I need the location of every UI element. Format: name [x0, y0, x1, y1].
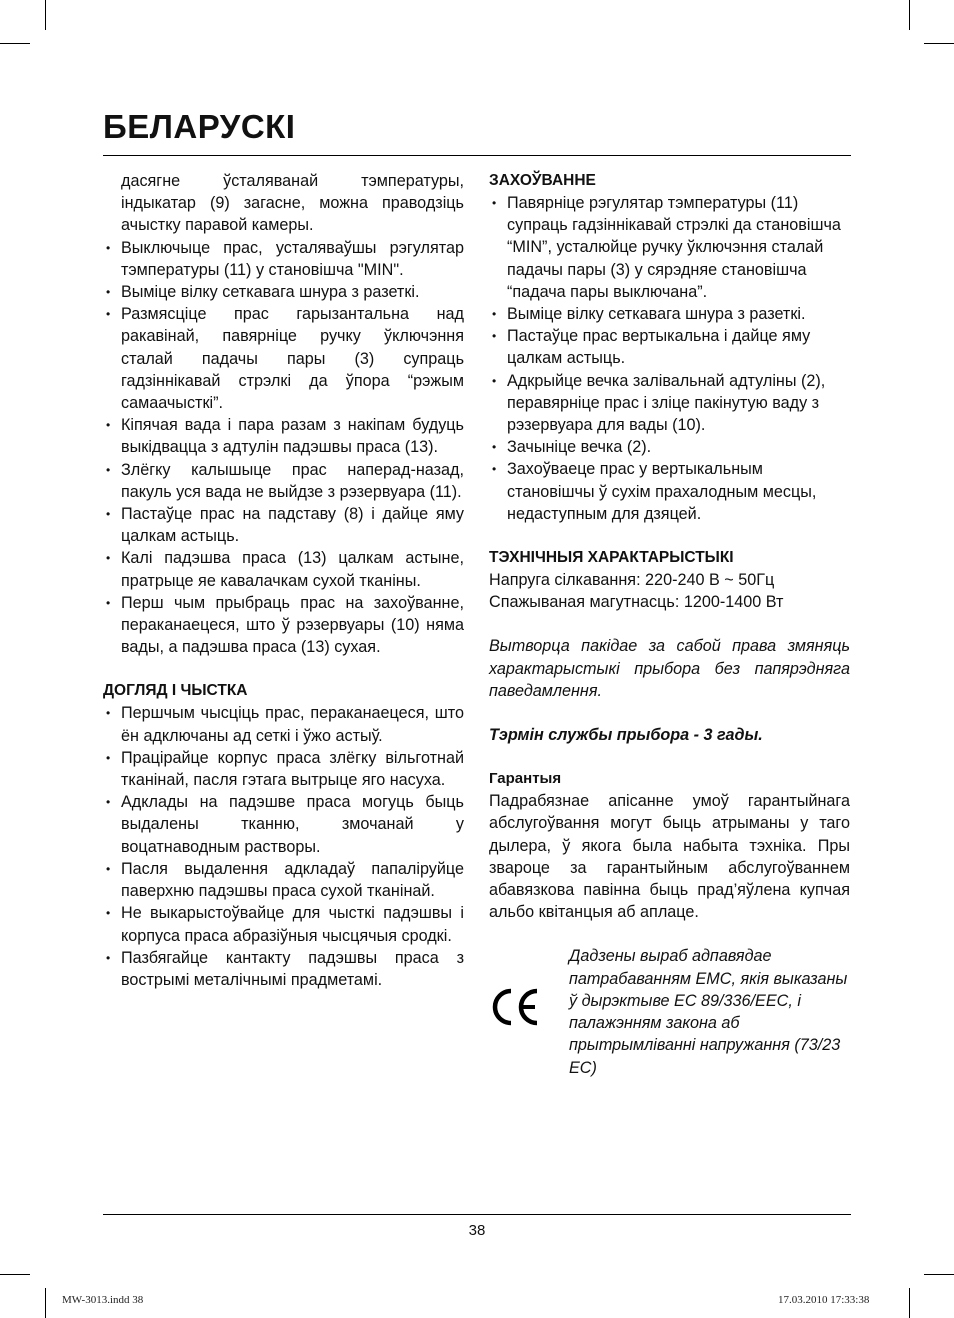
list-item: • Размясціце прас гарызантальна над ракавінай, павярніце ручку ўключэння сталай падачы пары (3) супраць гадзіннікавай стрэлкі да ўпора “рэжым самаачысткі”. — [103, 303, 464, 414]
list-item: • Захоўваеце прас у вертыкальным становішчы ў сухім прахалодным месцы, недаступным для дзяцей. — [489, 458, 850, 525]
disclaimer-text: Вытворца пакідае за сабой права змяняць характарыстыкі прыбора без папярэдняга паведамлення. — [489, 637, 850, 700]
ce-compliance — [489, 945, 850, 1078]
list-item: • Павярніце рэгулятар тэмпературы (11) супраць гадзіннікавай стрэлкі да становішча “MIN”, усталюйце ручку ўключэння сталай падачы пары (3) у сярэдняе становішча “падача пары выключана”. — [489, 192, 850, 303]
list-item: • Зачыніце вечка (2). — [489, 436, 850, 458]
page-number: 38 — [468, 1222, 486, 1239]
care-list — [103, 702, 464, 991]
file-slug: MW-3013.indd 38 — [62, 1294, 144, 1306]
intro-paragraph: дасягне ўсталяванай тэмпературы, індыкатар (9) загасне, можна праводзіць ачыстку паравой камеры. — [121, 172, 464, 235]
spec-voltage: Напруга сілкавання: 220-240 В ~ 50Гц — [489, 571, 775, 590]
page-title: БЕЛАРУСКІ — [103, 108, 296, 145]
right-column — [489, 170, 850, 1079]
list-item: • Кіпячая вада і пара разам з накіпам будуць выкідвацца з адтулін падэшвы праса (13). — [103, 414, 464, 458]
crop-mark — [924, 1274, 954, 1275]
crop-mark — [45, 0, 46, 30]
left-column — [103, 170, 464, 991]
crop-mark — [924, 43, 954, 44]
list-item: • Выміце вілку сеткавага шнура з разеткі. — [489, 303, 850, 325]
list-item: • Працірайце корпус праса злёгку вільготнай тканінай, пасля гэтага вытрыце яго насуха. — [103, 747, 464, 791]
list-item: • Пасля выдалення адкладаў папаліруйце паверхню падэшвы праса сухой тканінай. — [103, 858, 464, 902]
cleaning-steps-list — [103, 237, 464, 659]
care-heading: ДОГЛЯД І ЧЫСТКА — [103, 682, 248, 700]
storage-list — [489, 192, 850, 525]
list-item: • Перш чым прыбраць прас на захоўванне, пераканаецеся, што ў рэзервуары (10) няма вады, а падэшва праса (13) сухая. — [103, 592, 464, 659]
ce-mark-icon — [489, 945, 569, 1033]
crop-mark — [0, 43, 30, 44]
crop-mark — [909, 1288, 910, 1318]
list-item: • Злёгку калышыце прас наперад-назад, пакуль уся вада не выйдзе з рэзервуара (11). — [103, 459, 464, 503]
list-item: • Пастаўце прас вертыкальна і дайце яму цалкам астыць. — [489, 325, 850, 369]
specs-heading: ТЭХНІЧНЫЯ ХАРАКТАРЫСТЫКІ — [489, 549, 734, 567]
list-item: • Выключыце прас, усталяваўшы рэгулятар тэмпературы (11) у становішча "MIN". — [103, 237, 464, 281]
crop-mark — [909, 0, 910, 30]
storage-heading: ЗАХОЎВАННЕ — [489, 172, 596, 189]
list-item: • Не выкарыстоўвайце для чысткі падэшвы і корпуса праса абразіўныя чысцячыя сродкі. — [103, 902, 464, 946]
service-life-text: Тэрмін службы прыбора - 3 гады. — [489, 726, 763, 745]
spec-power: Спажываная магутнасць: 1200-1400 Вт — [489, 593, 784, 612]
list-item: • Калі падэшва праса (13) цалкам астыне, пратрыце яе кавалачкам сухой тканіны. — [103, 547, 464, 591]
ce-text: Дадзены выраб адпавядае патрабаванням ЕМС, якія выказаны ў дырэктыве ЕС 89/336/ЕЕС, і палажэнням закона аб прытрымліванні напружання (73/23 ЕС) — [569, 947, 848, 1077]
warranty-text: Падрабязнае апісанне умоў гарантыйнага абслугоўвання могут быць атрыманы у таго дылера, ў якога была набыта тэхніка. Пры звароце за гарантыйным абслугоўваннем абавязкова павінна быць прад’яўлена купчая альбо квітанцыя аб аплаце. — [489, 792, 850, 922]
list-item: • Выміце вілку сеткавага шнура з разеткі. — [103, 281, 464, 303]
print-timestamp: 17.03.2010 17:33:38 — [778, 1294, 870, 1306]
list-item: • Адклады на падэшве праса могуць быць выдалены тканню, змочанай у воцатнаводным растворы. — [103, 791, 464, 858]
crop-mark — [45, 1288, 46, 1318]
list-item: • Пазбягайце кантакту падэшвы праса з вострымі металічнымі прадметамі. — [103, 947, 464, 991]
list-item: • Першчым чысціць прас, пераканаецеся, што ён адключаны ад сеткі і ўжо астыў. — [103, 702, 464, 746]
list-item: • Пастаўце прас на падставу (8) і дайце яму цалкам астыць. — [103, 503, 464, 547]
list-item: • Адкрыйце вечка залівальнай адтуліны (2), перавярніце прас і зліце пакінутую ваду з рэзервуара для вады (10). — [489, 370, 850, 437]
crop-mark — [0, 1274, 30, 1275]
header-divider — [103, 155, 851, 156]
warranty-heading: Гарантыя — [489, 770, 562, 788]
footer-divider — [103, 1214, 851, 1215]
